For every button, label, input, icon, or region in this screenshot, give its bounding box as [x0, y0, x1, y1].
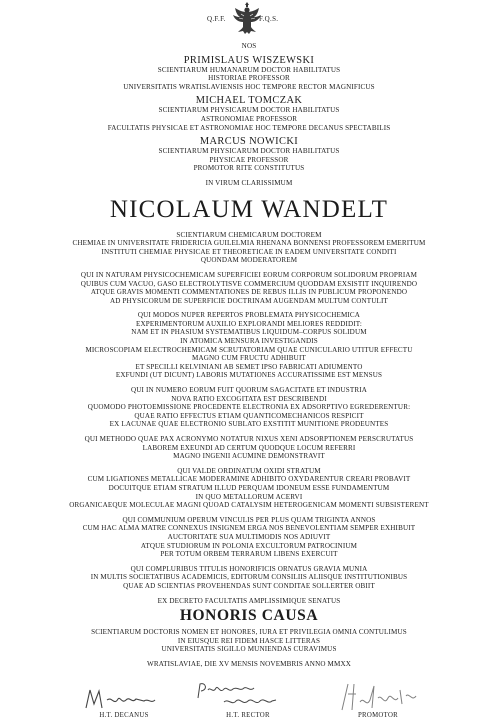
citation-paragraph [0, 597, 498, 606]
eagle-emblem-icon [232, 2, 262, 36]
citation-line: PER TOTUM ORBEM TERRARUM LIBENS EXERCUIT [160, 550, 338, 559]
promotor-signature [326, 680, 466, 714]
official-title: SCIENTIARUM PHYSICARUM DOCTOR HABILITATUS [158, 147, 340, 156]
citation-line: QUONDAM MODERATOREM [200, 256, 298, 265]
official-name: MARCUS NOWICKI [199, 136, 299, 148]
nos-heading: NOS [241, 42, 257, 50]
citation-line: QUAE RATIO EFFECTUS ETIAM QUANTICOMECHANICOS RESPICIT [134, 411, 364, 420]
citation-line: QUI IN NATURAM PHYSICOCHEMICAM SUPERFICIEI EORUM CORPORUM SOLIDORUM PROPRIAM [80, 270, 418, 279]
diploma-text [0, 42, 498, 668]
citation-line: QUI VALDE ORDINATUM OXIDI STRATUM [177, 466, 321, 475]
official-title: FACULTATIS PHYSICAE ET ASTRONOMIAE HOC TEMPORE DECANUS SPECTABILIS [107, 123, 391, 132]
citation-line: NOVA RATIO EXCOGITATA EST DESCRIBENDI [171, 394, 327, 403]
honoree-name: NICOLAUM WANDELT [109, 195, 389, 223]
closing-line: UNIVERSITATIS SIGILLO MUNIENDAS CURAVIMUS [161, 645, 337, 654]
citation-paragraph [0, 311, 498, 380]
official-title: ASTRONOMIAE PROFESSOR [200, 114, 298, 123]
citation-paragraphs [0, 231, 498, 606]
citation-line: CUM LIGATIONES METALLICAE MODERAMINE ADHIBITO OXYDARENTUR CREARI PROBAVIT [87, 475, 411, 484]
citation-line: QUI IN NUMERO EORUM FUIT QUORUM SAGACITATE ET INDUSTRIA [131, 386, 367, 395]
citation-line: QUOMODO PHOTOEMISSIONE PROCEDENTE ELECTRONIA EX ADSORPTIVO EGREDERENTUR: [87, 403, 411, 412]
official-title: PHYSICAE PROFESSOR [209, 155, 289, 164]
official-title: SCIENTIARUM HUMANARUM DOCTOR HABILITATUS [157, 65, 341, 74]
official-title: SCIENTIARUM PHYSICARUM DOCTOR HABILITATUS [158, 106, 340, 115]
citation-line: QUI COMMUNIUM OPERUM VINCULIS PER PLUS QUAM TRIGINTA ANNOS [122, 515, 376, 524]
citation-line: QUI METHODO QUAE PAX ACRONYMO NOTATUR NIXUS XENI ADSORPTIONEM PERSCRUTATUS [84, 435, 414, 443]
official-title: UNIVERSITATIS WRATISLAVIENSIS HOC TEMPORE RECTOR MAGNIFICUS [123, 82, 375, 91]
official-name: MICHAEL TOMCZAK [195, 95, 303, 107]
citation-paragraph [0, 271, 498, 305]
citation-line: QUI MODOS NUPER REPERTOS PROBLEMATA PHYSICOCHEMICA [137, 311, 361, 320]
citation-line: ET SPECILLI KELVINIANI AB SEMET IPSO FABRICATI ADIUMENTO [135, 362, 363, 371]
official-title: HISTORIAE PROFESSOR [208, 74, 290, 83]
closing-block [0, 628, 498, 654]
citation-line: LABOREM EXEUNDI AD CERTUM QUODQUE LOCUM REFERRI [142, 443, 356, 452]
date-line: WRATISLAVIAE, DIE XV MENSIS NOVEMBRIS ANNO MMXX [146, 659, 352, 668]
citation-line: NAM ET IN PHASIUM SYSTEMATIBUS LIQUIDUM–CORPUS SOLIDUM [131, 328, 367, 337]
official-dean [0, 95, 498, 132]
official-name: PRIMISLAUS WISZEWSKI [183, 54, 315, 66]
citation-line: CHEMIAE IN UNIVERSITATE FRIDERICIA GUILELMIA RHENANA BONNENSI PROFESSOREM EMERITUM [72, 239, 426, 248]
citation-line: QUIBUS CUM VACUO, GASO ELECTROLYTISVE COMMERCIUM QUODDAM EXSISTIT INQUIRENDO [80, 279, 418, 288]
citation-paragraph [0, 516, 498, 559]
citation-line: AUCTORITATE SUA MULTIMODIS NOS ADIUVIT [167, 532, 331, 541]
citation-line: EXFUNDI (UT DICUNT) LABORIS MUTATIONES ACCURATISSIME EST MENSUS [115, 371, 383, 380]
citation-paragraph [0, 565, 498, 591]
citation-line: QUI COMPLURIBUS TITULIS HONORIFICIS ORNATUS GRAVIA MUNIA [130, 564, 368, 573]
citation-line: EX LACUNAE QUAE ELECTRONIO SUBLATO EXSTITIT MUNITIONE PRODEUNTES [109, 420, 389, 429]
in-virum-line: IN VIRUM CLARISSIMUM [205, 178, 293, 187]
citation-paragraph [0, 231, 498, 265]
closing-line: IN EIUSQUE REI FIDEM HASCE LITTERAS [177, 636, 321, 645]
citation-line: MAGNO INGENII ACUMINE DEMONSTRAVIT [173, 452, 325, 461]
official-rector [0, 55, 498, 92]
citation-line: ATQUE STUDIORUM IN POLONIA EXCULTORUM PATROCINIUM [140, 541, 358, 550]
header-seal [0, 0, 498, 44]
official-promotor [0, 136, 498, 173]
citation-line: IN ATOMICA MENSURA INVESTIGANDIS [180, 337, 318, 346]
citation-line: CUM HAC ALMA MATRE CONNEXUS INSIGNEM ERGA NOS BENEVOLENTIAM SEMPER EXHIBUIT [82, 524, 416, 533]
citation-line: IN QUO METALLORUM ACERVI [195, 492, 303, 501]
signature-caption-rector: H.T. RECTOR [226, 712, 270, 719]
dean-signature [52, 680, 192, 714]
motto-left: Q.F.F. [207, 15, 226, 23]
citation-line: QUAE AD SCIENTIAS PROVEHENDAS SUNT CONDITAE SOLLERTER OBIIT [123, 581, 375, 590]
motto-right: F.Q.S. [259, 15, 279, 23]
signature-caption-dean: H.T. DECANUS [99, 712, 149, 719]
citation-line: INSTITUTI CHEMIAE PHYSICAE ET THEORETICAE IN EADEM UNIVERSITATE CONDITI [101, 247, 397, 256]
citation-paragraph [0, 386, 498, 429]
closing-line: SCIENTIARUM DOCTORIS NOMEN ET HONORES, IURA ET PRIVILEGIA OMNIA CONTULIMUS [91, 628, 407, 637]
official-title: PROMOTOR RITE CONSTITUTUS [193, 164, 305, 173]
citation-paragraph [0, 435, 498, 461]
citation-line: AD PHYSICORUM DE SUPERFICIE DOCTRINAM AUGENDAM MULTUM CONTULIT [109, 296, 389, 305]
honoris-causa-heading: HONORIS CAUSA [179, 607, 319, 625]
citation-line: MICROSCOPIAM ELECTROCHEMICAM SCRUTATORIAM QUAE CUNICULARIO UTITUR EFFECTU [85, 345, 413, 354]
citation-line: EXPERIMENTORUM AUXILIO EXPLORANDI MELIORES REDDIDIT: [135, 319, 363, 328]
citation-paragraph [0, 467, 498, 510]
citation-line: ORGANICAEQUE MOLECULAE MAGNI QUOAD CATALYSIM HETEROGENICAM MOMENTI SUBSISTERENT [69, 501, 429, 510]
citation-line: SCIENTIARUM CHEMICARUM DOCTOREM [176, 230, 322, 239]
citation-line: ATQUE GRAVIS MOMENTI COMMENTATIONES DE REBUS ILLIS IN PUBLICUM PROPONENDO [90, 288, 408, 297]
rector-signature [180, 680, 320, 714]
citation-line: DOCUITQUE ETIAM STRATUM ILLUD PERQUAM IDONEUM ESSE FUNDAMENTUM [108, 483, 390, 492]
signature-caption-promotor: PROMOTOR [357, 712, 399, 719]
citation-line: IN MULTIS SOCIETATIBUS ACADEMICIS, EDITORUM CONSILIIS ALIISQUE INSTITUTIONIBUS [90, 573, 408, 582]
citation-line: MAGNO CUM FRUCTU ADHIBUIT [192, 354, 306, 363]
citation-line: EX DECRETO FACULTATIS AMPLISSIMIQUE SENATUS [157, 596, 341, 605]
